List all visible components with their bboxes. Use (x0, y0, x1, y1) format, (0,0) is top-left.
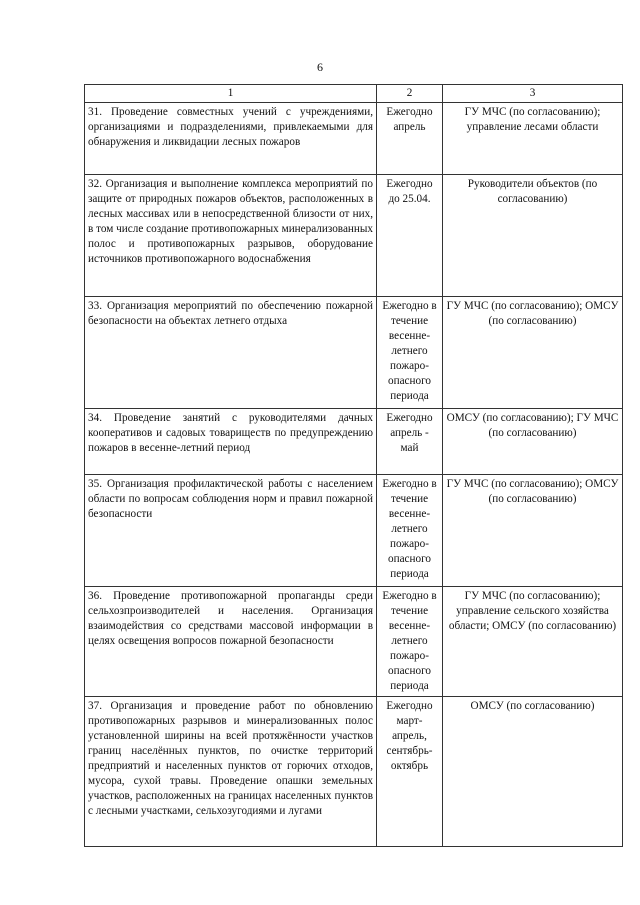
measure-description: 37. Организация и проведение работ по обновлению противопожарных разрывов и минерализованных полос установленной ширины на всей протяжённости участков границ населённых пунктов, по очистке территорий предприятий и населенных пунктов от горючих отходов, мусора, сухой травы. Проведение опашки земельных участков, расположенных на границах населенных пунктов с лесными участками, сельхозугодиями и лугами (85, 697, 377, 847)
measure-period: Ежегодно до 25.04. (377, 175, 443, 297)
measure-period: Ежегодно в течение весенне-летнего пожаро-опасного периода (377, 475, 443, 587)
measures-table (84, 84, 623, 847)
measure-description: 35. Организация профилактической работы с населением области по вопросам соблюдения норм и правил пожарной безопасности (85, 475, 377, 587)
measure-description: 32. Организация и выполнение комплекса мероприятий по защите от природных пожаров объектов, расположенных в лесных массивах или в непосредственной близости от них, в том числе создание противопожарных минерализованных полос и противопожарных разрывов, оборудование источников противопожарного водоснабжения (85, 175, 377, 297)
measure-responsible: Руководители объектов (по согласованию) (443, 175, 623, 297)
measure-period: Ежегодно март-апрель, сентябрь-октябрь (377, 697, 443, 847)
table-row (85, 409, 623, 475)
table-row (85, 297, 623, 409)
table-row (85, 587, 623, 697)
measure-description: 34. Проведение занятий с руководителями дачных кооперативов и садовых товариществ по предупреждению пожаров в весенне-летний период (85, 409, 377, 475)
table-row (85, 475, 623, 587)
measure-responsible: ОМСУ (по согласованию); ГУ МЧС (по согласованию) (443, 409, 623, 475)
measure-responsible: ГУ МЧС (по согласованию); управление сельского хозяйства области; ОМСУ (по согласованию) (443, 587, 623, 697)
table-header-row (85, 85, 623, 103)
column-header-1: 1 (85, 85, 377, 103)
measure-description: 33. Организация мероприятий по обеспечению пожарной безопасности на объектах летнего отдыха (85, 297, 377, 409)
measure-responsible: ГУ МЧС (по согласованию); управление лесами области (443, 103, 623, 175)
page-number: 6 (317, 60, 323, 74)
measure-period: Ежегодно в течение весенне-летнего пожаро-опасного периода (377, 587, 443, 697)
table-row (85, 175, 623, 297)
measure-responsible: ГУ МЧС (по согласованию); ОМСУ (по согласованию) (443, 297, 623, 409)
table-row (85, 697, 623, 847)
column-header-3: 3 (443, 85, 623, 103)
measure-period: Ежегодно апрель - май (377, 409, 443, 475)
measure-responsible: ОМСУ (по согласованию) (443, 697, 623, 847)
column-header-2: 2 (377, 85, 443, 103)
measure-period: Ежегодно апрель (377, 103, 443, 175)
table-row (85, 103, 623, 175)
measure-description: 31. Проведение совместных учений с учреждениями, организациями и подразделениями, привлекаемыми для обнаружения и ликвидации лесных пожаров (85, 103, 377, 175)
measure-responsible: ГУ МЧС (по согласованию); ОМСУ (по согласованию) (443, 475, 623, 587)
measure-period: Ежегодно в течение весенне-летнего пожаро-опасного периода (377, 297, 443, 409)
measure-description: 36. Проведение противопожарной пропаганды среди сельхозпроизводителей и населения. Организация взаимодействия со средствами массовой информации в целях освещения вопросов пожарной безопасности (85, 587, 377, 697)
